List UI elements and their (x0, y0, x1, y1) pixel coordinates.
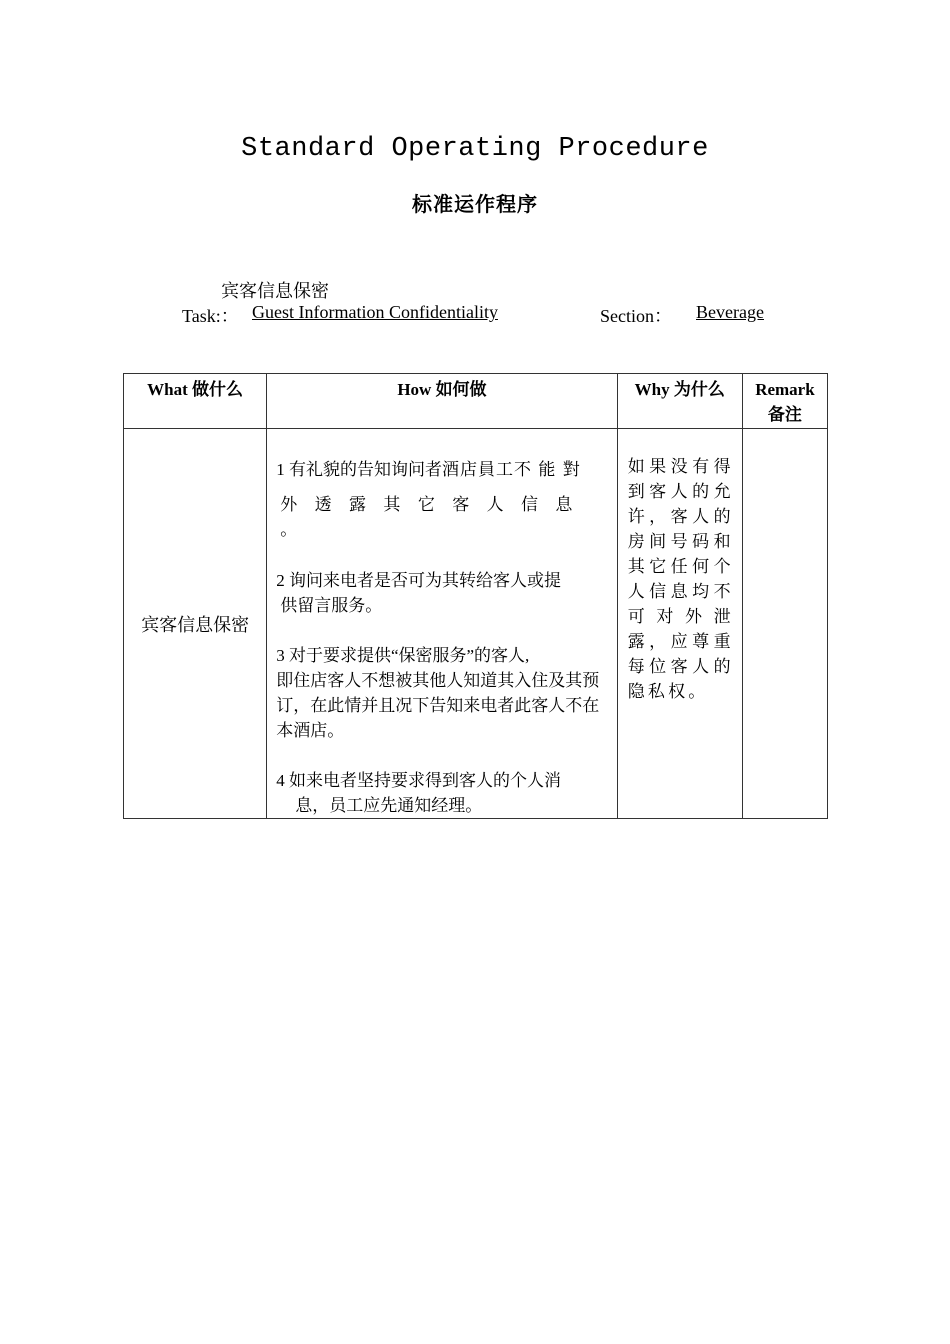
how-step-3 (276, 643, 608, 743)
table-header-row (124, 374, 828, 429)
task-name: Guest Information Confidentiality (252, 302, 498, 322)
how-step-2 (276, 568, 608, 618)
how-step-1-highlight: 酒店員工不 能 對 (441, 460, 581, 480)
how-step-4-cont: 息，员工应先通知经理。 (295, 796, 483, 815)
how-step-4 (276, 768, 608, 818)
header-why: Why 为什么 (617, 374, 742, 429)
how-step-3-cont: 即住店客人不想被其他人知道其入住及其预订，在此情并且况下告知来电者此客人不在本酒店。 (276, 671, 600, 740)
section-value: Beverage (696, 302, 764, 322)
document-title-chinese: 标准运作程序 (412, 192, 538, 216)
cell-remark (742, 429, 827, 819)
how-step-1 (276, 457, 608, 543)
header-remark-en: Remark (755, 380, 815, 399)
header-remark (742, 374, 827, 429)
cell-how (267, 429, 617, 819)
cell-what: 宾客信息保密 (124, 429, 267, 819)
header-what: What 做什么 (124, 374, 267, 429)
how-step-2-cont: 供留言服务。 (280, 596, 383, 615)
header-how: How 如何做 (267, 374, 617, 429)
how-step-3-text: 3 对于要求提供“保密服务”的客人, (276, 646, 530, 665)
how-step-2-text: 2 询问来电者是否可为其转给客人或提 (276, 571, 561, 590)
how-step-1-text: 1 有礼貌的告知询问者 (276, 460, 442, 479)
header-remark-zh: 备注 (767, 405, 802, 424)
how-step-4-text: 4 如来电者坚持要求得到客人的个人消 (276, 771, 561, 790)
cell-why: 如果没有得到客人的允许，客人的房间号码和其它任何个人信息均不可对外泄露，应尊重每位客人的隐私权。 (617, 429, 742, 819)
document-title: Standard Operating Procedure (241, 134, 709, 164)
table-row (124, 429, 828, 819)
how-step-1-highlight-cont: 外 透 露 其 它 客 人 信 息 。 (280, 495, 579, 540)
task-label: Task:： (182, 306, 239, 326)
section-label: Section： (600, 306, 672, 326)
task-name-chinese: 宾客信息保密 (221, 281, 329, 301)
procedure-table (123, 373, 828, 819)
